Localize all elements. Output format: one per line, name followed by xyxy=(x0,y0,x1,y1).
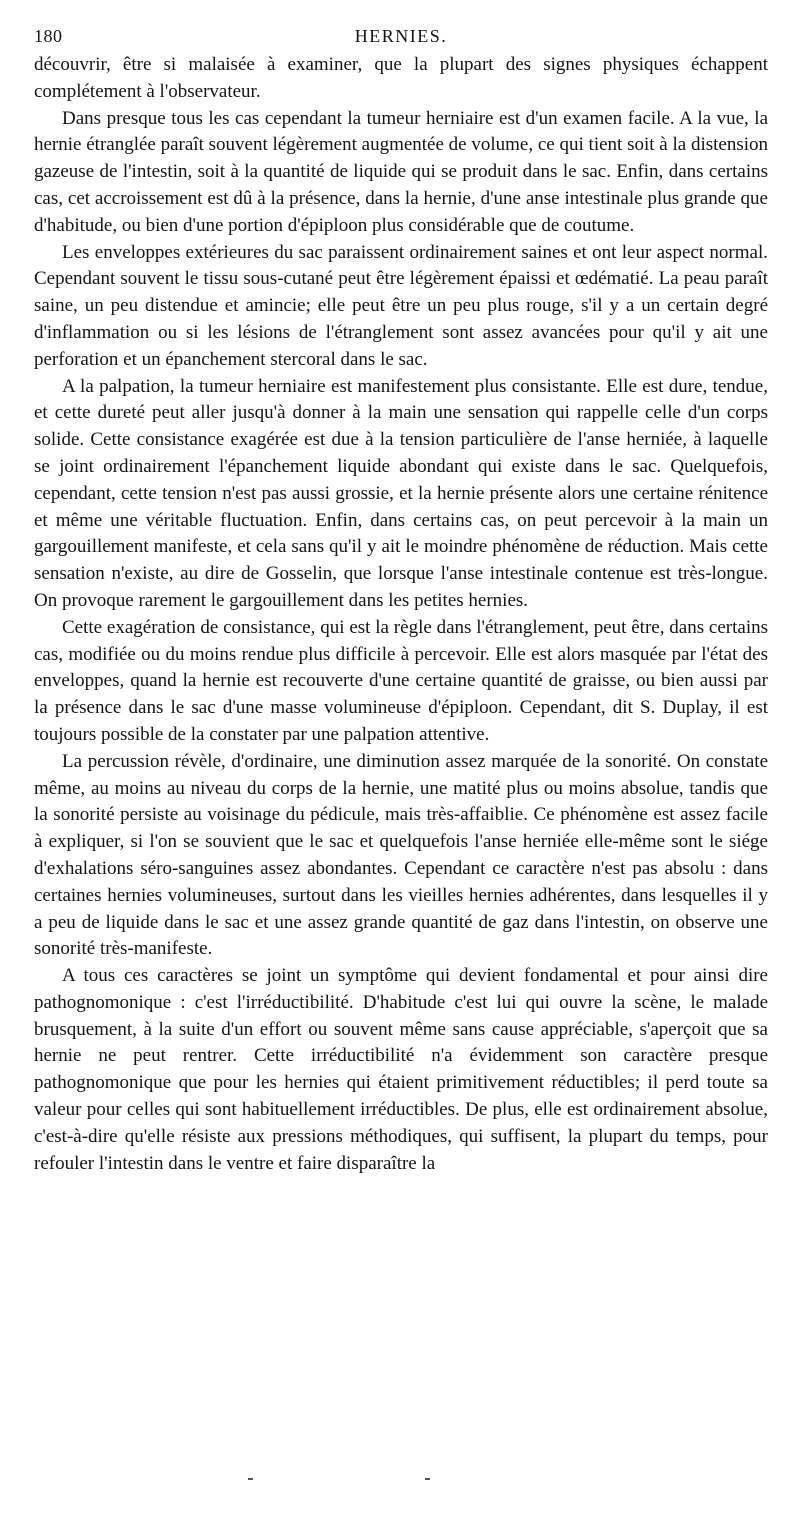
running-title: HERNIES. xyxy=(354,26,448,46)
page-header xyxy=(34,26,768,52)
page-number: 180 xyxy=(34,26,63,46)
print-mark-right xyxy=(425,1478,430,1480)
footer-print-marks xyxy=(0,1478,800,1482)
paragraph-continued: découvrir, être si malaisée à examiner, que la plupart des signes physiques échappent complétement à l'observateur. xyxy=(34,54,768,102)
book-page xyxy=(34,26,768,1177)
paragraph-consistance: Cette exagération de consistance, qui est la règle dans l'étranglement, peut être, dans certains cas, modifiée ou du moins rendue plus difficile à percevoir. Elle est alors masquée par l'état des enveloppes, quand la hernie est recouverte d'une certaine quantité de graisse, ou bien aussi par la présence dans le sac d'une masse volumineuse d'épiploon. Cependant, dit S. Duplay, il est toujours possible de la constater par une palpation attentive. xyxy=(34,616,768,745)
paragraph-irreductibilite: A tous ces caractères se joint un symptôme qui devient fondamental et pour ainsi dire pathognomonique : c'est l'irréductibilité. D'habitude c'est lui qui ouvre la scène, le malade brusquement, à la suite d'un effort ou souvent même sans cause appréciable, s'aperçoit que sa hernie ne peut rentrer. Cette irréductibilité n'a évidemment son caractère presque pathognomonique que pour les hernies qui étaient primitivement réductibles; il perd toute sa valeur pour celles qui sont habituellement irréductibles. De plus, elle est ordinairement absolue, c'est-à-dire qu'elle résiste aux pressions méthodiques, qui suffisent, la plupart du temps, pour refouler l'intestin dans le ventre et faire disparaître la xyxy=(34,965,768,1174)
paragraph-percussion: La percussion révèle, d'ordinaire, une diminution assez marquée de la sonorité. On constate même, au moins au niveau du corps de la hernie, une matité plus ou moins absolue, tandis que la sonorité persiste au voisinage du pédicule, mais très-affaiblie. Ce phénomène est assez facile à expliquer, si l'on se souvient que le sac et quelquefois l'anse herniée elle-même sont le siége d'exhalations séro-sanguines assez abondantes. Cependant ce caractère n'est pas absolu : dans certaines hernies volumineuses, surtout dans les vieilles hernies adhérentes, dans lesquelles il y a peu de liquide dans le sac et une assez grande quantité de gaz dans l'intestin, on observe une sonorité très-manifeste. xyxy=(34,750,768,960)
paragraph-enveloppes: Les enveloppes extérieures du sac paraissent ordinairement saines et ont leur aspect normal. Cependant souvent le tissu sous-cutané peut être légèrement épaissi et œdématié. La peau paraît saine, un peu distendue et amincie; elle peut être un peu plus rouge, s'il y a un certain degré d'inflammation ou si les lésions de l'étranglement sont assez avancées pour qu'il y ait une perforation et un épanchement stercoral dans le sac. xyxy=(34,241,768,370)
paragraph-palpation: A la palpation, la tumeur herniaire est manifestement plus consistante. Elle est dure, tendue, et cette dureté peut aller jusqu'à donner à la main une sensation qui rappelle celle d'un corps solide. Cette consistance exagérée est due à la tension particulière de l'anse herniée, à laquelle se joint ordinairement l'épanchement liquide abondant qui existe dans le sac. Quelquefois, cependant, cette tension n'est pas aussi grossie, et la hernie présente alors une certaine rénitence et même une véritable fluctuation. Enfin, dans certains cas, on peut percevoir à la main un gargouillement manifeste, et cela sans qu'il y ait le moindre phénomène de réduction. Mais cette sensation n'existe, au dire de Gosselin, que lorsque l'anse intestinale contenue est très-longue. On provoque rarement le gargouillement dans les petites hernies. xyxy=(34,375,768,611)
page-body xyxy=(34,52,768,1177)
paragraph-examen: Dans presque tous les cas cependant la tumeur herniaire est d'un examen facile. A la vue, la hernie étranglée paraît souvent légèrement augmentée de volume, ce qui tient soit à la distension gazeuse de l'intestin, soit à la quantité de liquide qui se produit dans le sac. Enfin, dans certains cas, cet accroissement est dû à la présence, dans la hernie, d'une anse intestinale plus grande que d'habitude, ou bien d'une portion d'épiploon plus considérable que de coutume. xyxy=(34,107,768,236)
print-mark-left xyxy=(248,1478,253,1480)
